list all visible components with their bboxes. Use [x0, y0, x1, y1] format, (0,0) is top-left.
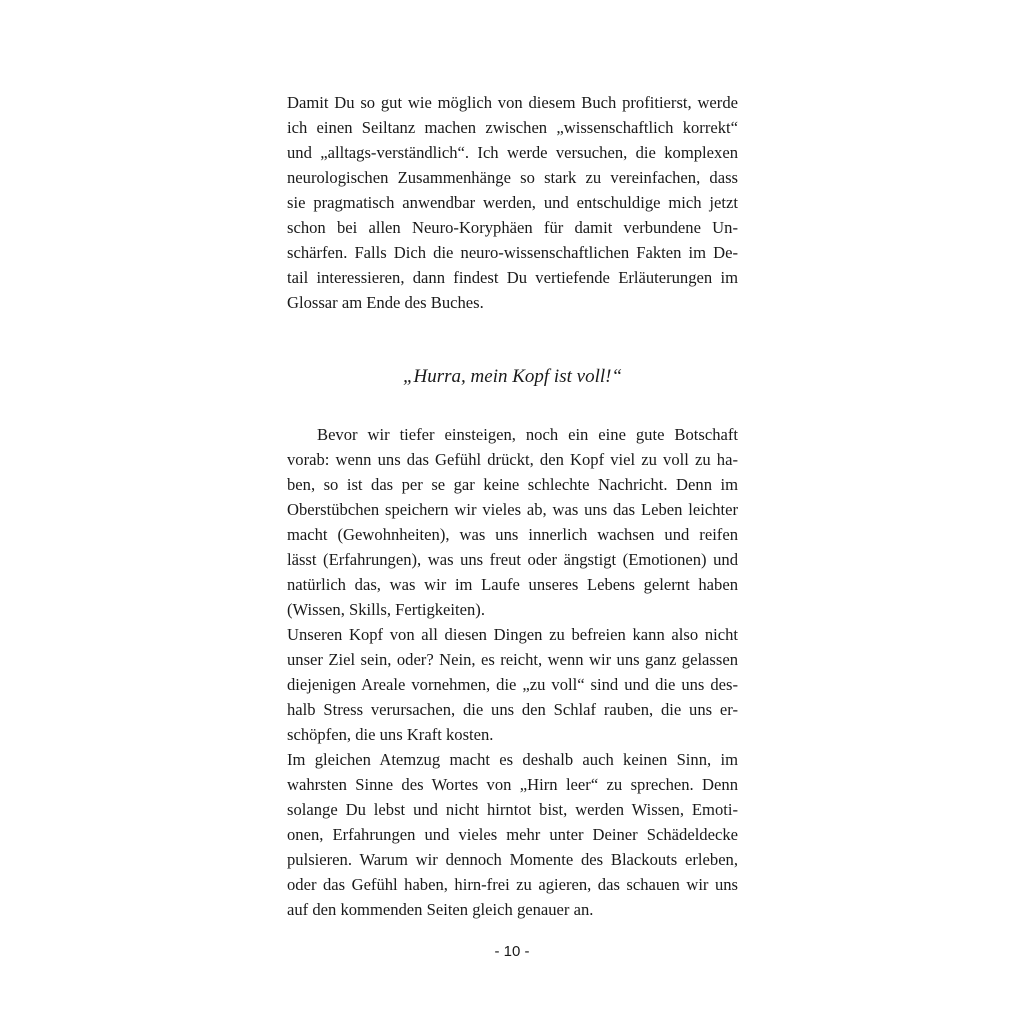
text-line: (Wissen, Skills, Fertigkeiten).: [287, 600, 485, 619]
text-line: sie pragmatisch anwendbar werden, und entschuldige mich jetzt: [287, 193, 738, 212]
text-line: onen, Erfahrungen und vieles mehr unter Deiner Schädeldecke: [287, 825, 738, 844]
text-line: schöpfen, die uns Kraft kosten.: [287, 725, 494, 744]
text-line: neurologischen Zusammenhänge so stark zu vereinfachen, dass: [287, 168, 738, 187]
text-line: lässt (Erfahrungen), was uns freut oder ängstigt (Emotionen) und: [287, 550, 738, 569]
text-line: oder das Gefühl haben, hirn-frei zu agieren, das schauen wir uns: [287, 875, 738, 894]
text-line: unser Ziel sein, oder? Nein, es reicht, wenn wir uns ganz gelassen: [287, 650, 738, 669]
text-line: Glossar am Ende des Buches.: [287, 293, 484, 312]
text-line: wahrsten Sinne des Wortes von „Hirn leer“ zu sprechen. Denn: [287, 775, 738, 794]
text-line: pulsieren. Warum wir dennoch Momente des Blackouts erleben,: [287, 850, 738, 869]
text-line: schärfen. Falls Dich die neuro-wissenschaftlichen Fakten im De-: [287, 243, 738, 262]
text-line: Bevor wir tiefer einsteigen, noch ein eine gute Botschaft: [317, 425, 738, 444]
text-line: halb Stress verursachen, die uns den Schlaf rauben, die uns er-: [287, 700, 738, 719]
text-line: Oberstübchen speichern wir vieles ab, was uns das Leben leichter: [287, 500, 738, 519]
text-line: ben, so ist das per se gar keine schlechte Nachricht. Denn im: [287, 475, 738, 494]
text-line: macht (Gewohnheiten), was uns innerlich wachsen und reifen: [287, 525, 738, 544]
paragraph-intro: [287, 90, 738, 315]
text-line: ich einen Seiltanz machen zwischen „wissenschaftlich korrekt“: [287, 118, 738, 137]
text-line: Unseren Kopf von all diesen Dingen zu befreien kann also nicht: [287, 625, 738, 644]
book-page-body: [287, 90, 738, 922]
text-line: schon bei allen Neuro-Koryphäen für damit verbundene Un-: [287, 218, 738, 237]
text-line: diejenigen Areale vornehmen, die „zu voll“ sind und die uns des-: [287, 675, 738, 694]
text-line: tail interessieren, dann findest Du vertiefende Erläuterungen im: [287, 268, 738, 287]
text-line: auf den kommenden Seiten gleich genauer an.: [287, 900, 594, 919]
text-line: Im gleichen Atemzug macht es deshalb auch keinen Sinn, im: [287, 750, 738, 769]
paragraph-2: [287, 622, 738, 747]
text-line: natürlich das, was wir im Laufe unseres Lebens gelernt haben: [287, 575, 738, 594]
text-line: und „alltags-verständlich“. Ich werde versuchen, die komplexen: [287, 143, 738, 162]
section-heading: „Hurra, mein Kopf ist voll!“: [402, 366, 623, 387]
text-line: solange Du lebst und nicht hirntot bist, werden Wissen, Emoti-: [287, 800, 738, 819]
paragraph-3: [287, 747, 738, 922]
text-line: Damit Du so gut wie möglich von diesem Buch profitierst, werde: [287, 93, 738, 112]
page-number: - 10 -: [494, 943, 530, 960]
text-line: vorab: wenn uns das Gefühl drückt, den Kopf viel zu voll zu ha-: [287, 450, 738, 469]
paragraph-1: [287, 422, 738, 622]
